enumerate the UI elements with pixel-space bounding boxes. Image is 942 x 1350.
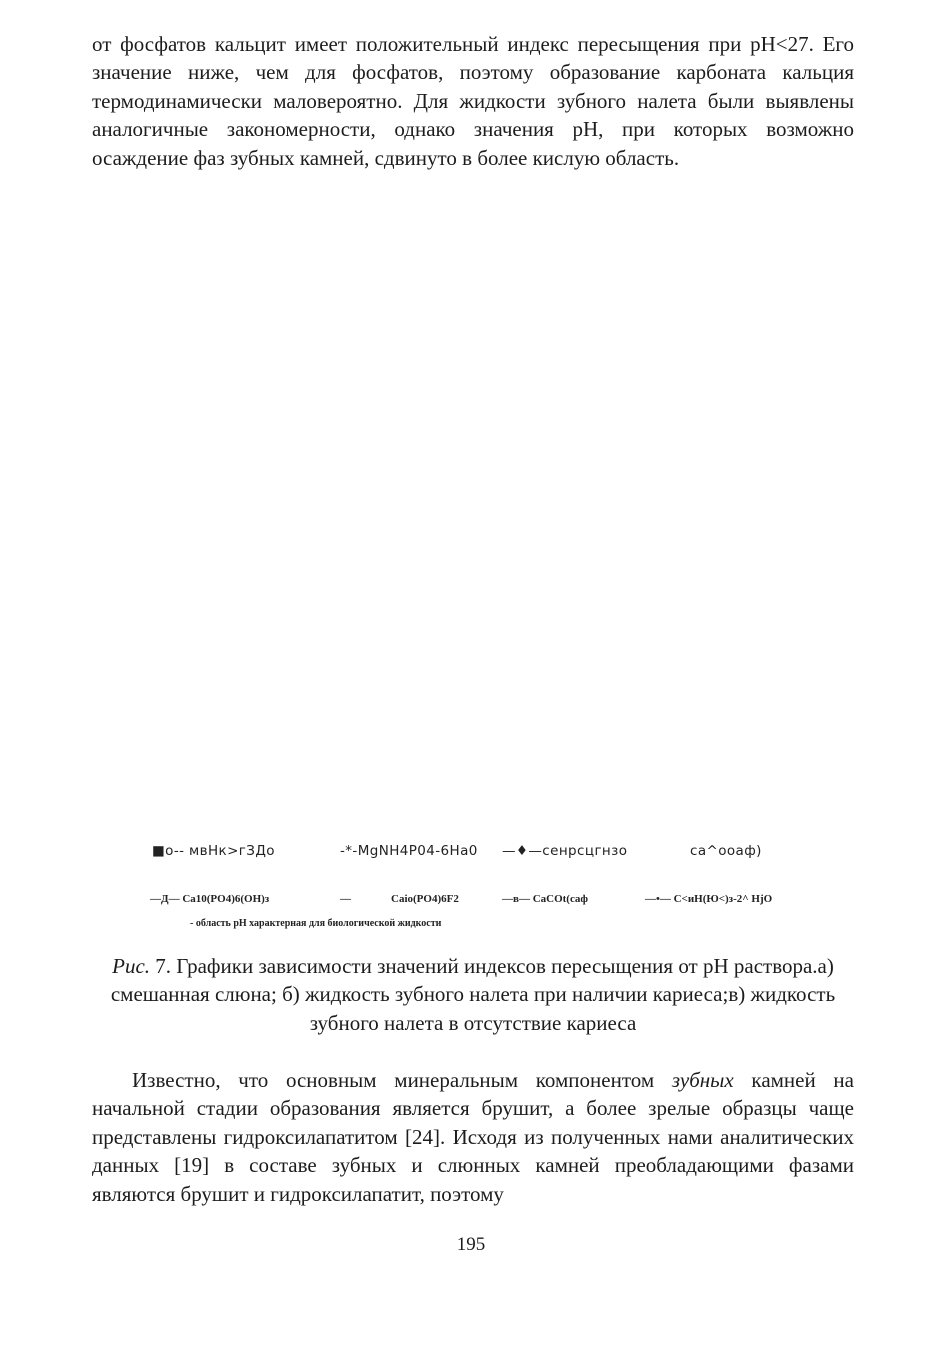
paragraph-bottom-start: Известно, что основным минеральным компонентом <box>132 1068 672 1092</box>
figure-chart-area <box>92 212 854 832</box>
legend-entry-1: ■о-- мвНк>гЗДо <box>152 843 275 859</box>
paragraph-top: от фосфатов кальцит имеет положительный индекс пересыщения при pH<27. Его значение ниже, чем для фосфатов, поэтому образование карбоната кальция термодинамически маловероятно. Для жидкости зубного налета были выявлены аналогичные закономерности, однако значения pH, при которых возможно осаждение фаз зубных камней, сдвинуто в более кислую область. <box>92 32 854 170</box>
paragraph-bottom-emphasis: зубных <box>671 1068 734 1092</box>
paragraph-bottom <box>92 1066 854 1208</box>
legend-entry-5: —Д— Ca10(PO4)6(OH)з <box>150 893 270 905</box>
legend-entry-3: —♦—сенрсцгнзо <box>502 843 628 859</box>
legend-entry-4: ca^ooaф) <box>690 843 762 859</box>
legend-entry-9: —•— C<иH(Ю<)з-2^ HjO <box>645 893 773 905</box>
legend-note: - область pH характерная для биологической жидкости <box>190 918 442 929</box>
legend-entry-7: Caio(PO4)6F2 <box>391 893 459 905</box>
caption-prefix: Рис. <box>112 954 151 978</box>
figure-caption <box>92 952 854 1037</box>
paragraph-bottom-end: камней на начальной стадии образования является брушит, а более зрелые образцы чаще представлены гидроксилапатитом [24]. Исходя из полученных нами аналитических данных [19] в составе зубных и слюнных камней преобладающими фазами являются брушит и гидроксилапатит, поэтому <box>92 1068 854 1206</box>
legend-entry-6: — <box>340 893 351 905</box>
legend-entry-8: —в— CaCOt(caф <box>502 893 588 905</box>
page-number: 195 <box>456 1234 486 1255</box>
caption-text: 7. Графики зависимости значений индексов пересыщения от pH раствора.а) смешанная слюна; б) жидкость зубного налета при наличии кариеса;в) жидкость зубного налета в отсутствие кариеса <box>110 954 836 1035</box>
legend-entry-2: -*-MgNH4P04-6Ha0 <box>340 843 478 859</box>
